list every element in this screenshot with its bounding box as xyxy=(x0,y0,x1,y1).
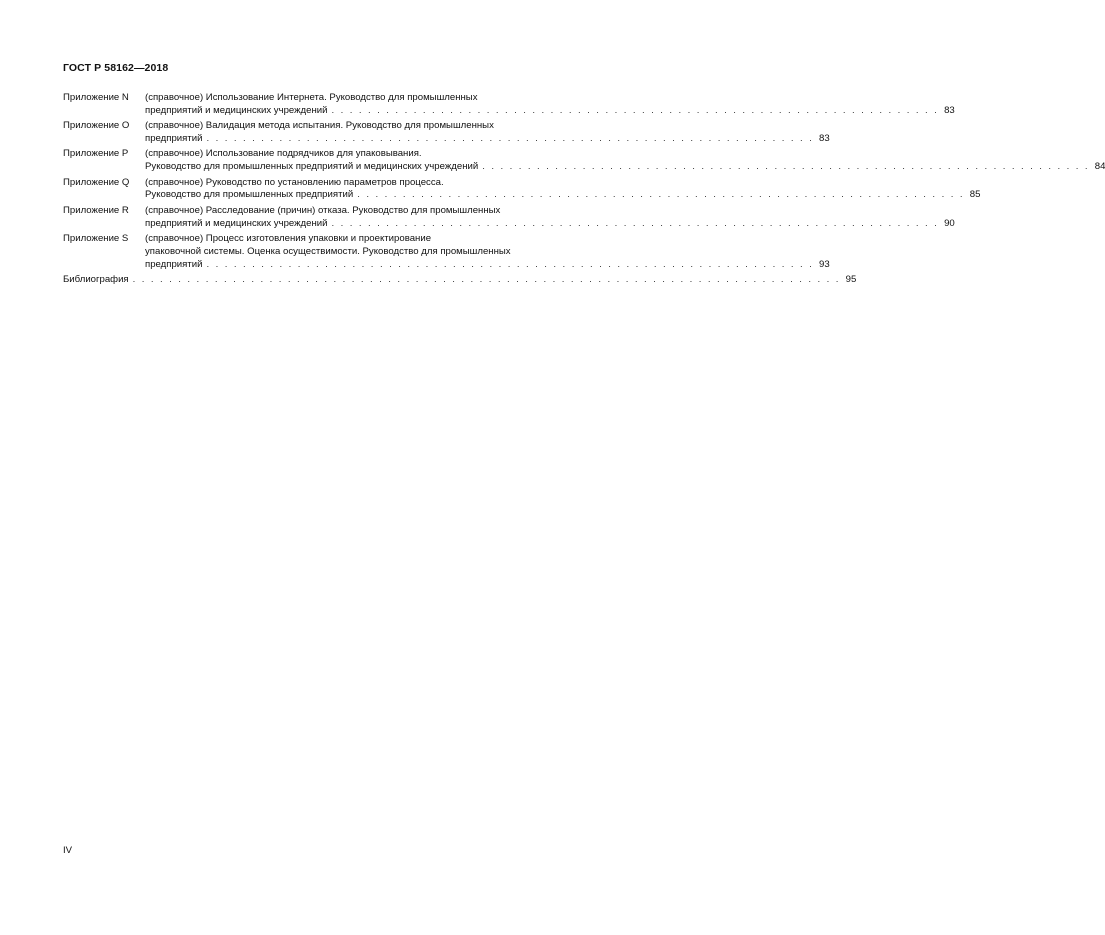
toc-entry-page: 83 xyxy=(944,104,955,116)
toc-entry-title-line: предприятий xyxy=(145,132,203,144)
toc-entry-annex-q[interactable] xyxy=(63,176,981,203)
toc-entry-page: 93 xyxy=(819,258,830,270)
toc-entry-page: 85 xyxy=(969,189,981,201)
toc-entry-page: 84 xyxy=(1094,161,1105,173)
toc-entry-page: 95 xyxy=(845,273,857,285)
toc-entry-title-line: упаковочной системы. Оценка осуществимости. Руководство для промышленных xyxy=(145,245,511,257)
toc-entry-title-line: (справочное) Использование подрядчиков для упаковывания. xyxy=(145,148,422,160)
dot-leader: . . . . . . . . . . . . . . . . . . . . . . . . . . . . . . . . . . . . . . . . . . . . . . . . . . . . . . . . . . . . . . . . . . . xyxy=(482,161,1090,173)
toc-entry-title-line: (справочное) Расследование (причин) отказа. Руководство для промышленных xyxy=(145,204,501,216)
dot-leader: . . . . . . . . . . . . . . . . . . . . . . . . . . . . . . . . . . . . . . . . . . . . . . . . . . . . . . . . . . . . . . . . . . . xyxy=(331,217,939,229)
toc-entry-title-line: предприятий и медицинских учреждений xyxy=(145,217,328,229)
toc-entry-title-line: (справочное) Использование Интернета. Руководство для промышленных xyxy=(145,92,478,103)
toc-entry-annex-r[interactable] xyxy=(63,204,955,231)
toc-entry-page: 90 xyxy=(944,217,955,229)
toc-entry-title-line: предприятий и медицинских учреждений xyxy=(145,104,328,116)
toc-entry-label: Приложение R xyxy=(63,204,129,216)
toc-entry-annex-p[interactable] xyxy=(63,148,1105,174)
toc-entry-label: Приложение P xyxy=(63,148,129,160)
toc-entry-title-line: Руководство для промышленных предприятий xyxy=(145,189,354,201)
table-of-contents xyxy=(63,92,1105,287)
dot-leader: . . . . . . . . . . . . . . . . . . . . . . . . . . . . . . . . . . . . . . . . . . . . . . . . . . . . . . . . . . . . . . . . . . . . . . . . . . . . . . xyxy=(132,273,841,285)
toc-entry-title-line: (справочное) Процесс изготовления упаковки и проектирование xyxy=(145,232,432,244)
dot-leader: . . . . . . . . . . . . . . . . . . . . . . . . . . . . . . . . . . . . . . . . . . . . . . . . . . . . . . . . . . . . . . . . . . . xyxy=(357,189,965,201)
dot-leader: . . . . . . . . . . . . . . . . . . . . . . . . . . . . . . . . . . . . . . . . . . . . . . . . . . . . . . . . . . . . . . . . . . . xyxy=(331,104,939,116)
toc-entry-label: Приложение Q xyxy=(63,176,130,188)
dot-leader: . . . . . . . . . . . . . . . . . . . . . . . . . . . . . . . . . . . . . . . . . . . . . . . . . . . . . . . . . . . . . . . . . . . xyxy=(206,132,814,144)
page-number: IV xyxy=(63,845,73,856)
toc-entry-title-line: (справочное) Валидация метода испытания. Руководство для промышленных xyxy=(145,120,494,132)
toc-entry-label: Приложение O xyxy=(63,120,130,132)
toc-entry-label: Библиография xyxy=(63,273,129,285)
toc-entry-title-line: предприятий xyxy=(145,258,203,270)
dot-leader: . . . . . . . . . . . . . . . . . . . . . . . . . . . . . . . . . . . . . . . . . . . . . . . . . . . . . . . . . . . . . . . . . . . xyxy=(206,258,814,270)
toc-entry-bibliography[interactable] xyxy=(63,273,857,287)
toc-entry-title-line: Руководство для промышленных предприятий и медицинских учреждений xyxy=(145,161,479,173)
toc-entry-annex-s[interactable] xyxy=(63,232,830,271)
toc-entry-title-line: (справочное) Руководство по установлению параметров процесса. xyxy=(145,176,444,188)
toc-entry-annex-n[interactable] xyxy=(63,92,955,118)
toc-entry-annex-o[interactable] xyxy=(63,120,830,146)
document-header: ГОСТ Р 58162—2018 xyxy=(63,62,169,74)
toc-entry-page: 83 xyxy=(819,132,830,144)
toc-entry-label: Приложение S xyxy=(63,232,129,244)
toc-entry-label: Приложение N xyxy=(63,92,129,103)
